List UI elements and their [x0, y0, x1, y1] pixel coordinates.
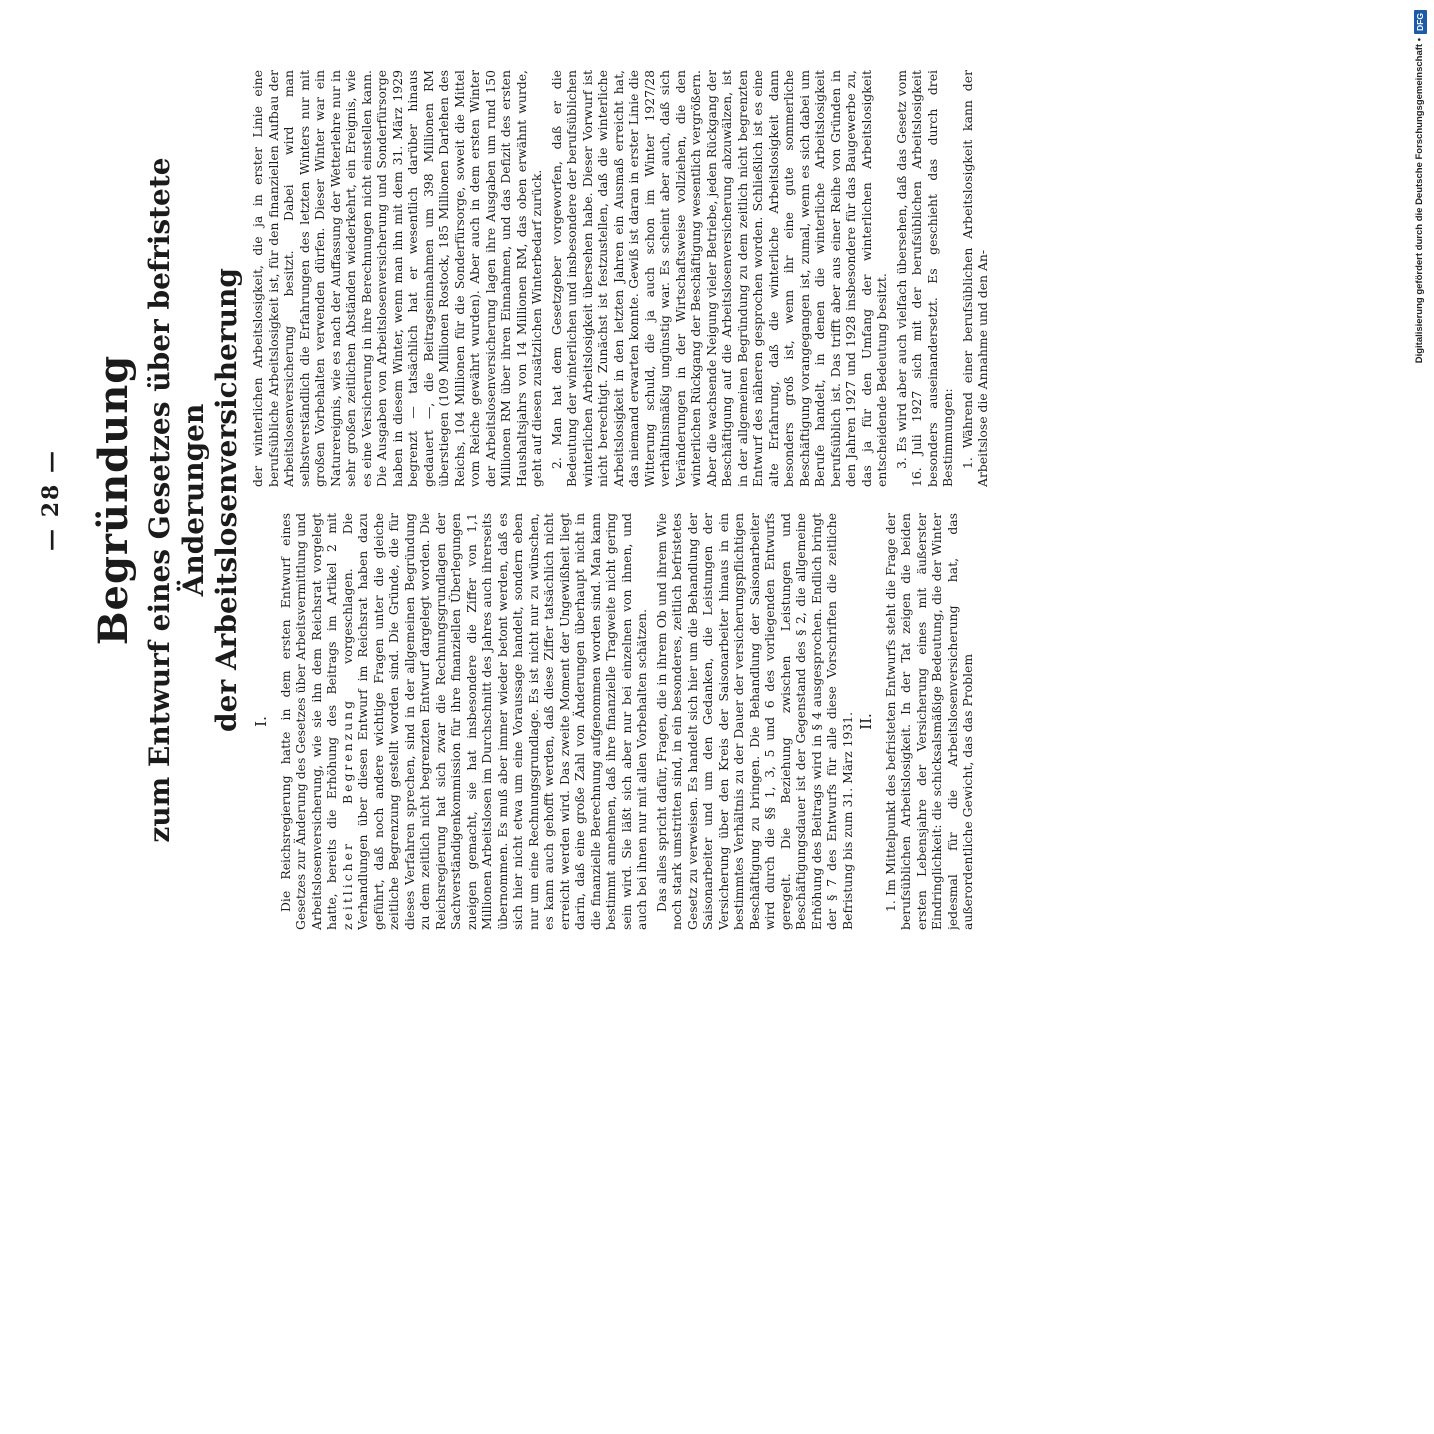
paragraph-1	[278, 513, 650, 930]
section-heading-1: I.	[252, 716, 270, 727]
document-title: Begründung	[90, 354, 137, 646]
digitization-note	[1412, 10, 1430, 390]
paragraph-3: 1. Im Mittelpunkt des befristeten Entwurfs steht die Frage der berufsüblichen Arbeitslosigkeit. In der Tat zeigen die beiden ersten Lebensjahre der Versicherung eines mit äußerster Eindringlichkeit: die schicksalsmäßige Bedeutung, die der Winter jedesmal für die Arbeitslosenversicherung hat, das außerordentliche Gewicht, das das Problem	[882, 513, 975, 930]
document-subtitle-line2: der Arbeitslosenversicherung	[210, 268, 244, 732]
paragraph-6: 3. Es wird aber auch vielfach übersehen, daß das Gesetz vom 16. Juli 1927 sich mit der berufsüblichen Arbeitslosigkeit besonders auseinandersetzt. Es geschieht das durch drei Bestimmungen:	[893, 70, 955, 487]
left-column	[250, 513, 1330, 930]
text-columns	[250, 70, 1330, 930]
page-number: — 28 —	[38, 449, 64, 551]
section-heading-2: II.	[857, 713, 875, 730]
page-inner	[38, 70, 1328, 930]
dfg-logo-icon: DFG	[1414, 10, 1427, 34]
right-column	[250, 70, 1330, 487]
paragraph-1-emphasis: zeitlicher Begrenzung	[339, 697, 355, 930]
paragraph-5: 2. Man hat dem Gesetzgeber vorgeworfen, daß er die Bedeutung der winterlichen und insbesondere der berufsüblichen winterlichen Arbeitslosigkeit übersehen habe. Dieser Vorwurf ist nicht berechtigt. Zunächst ist festzustellen, daß die winterliche Arbeitslosigkeit in den letzten Jahren ein Ausmaß erreicht hat, das niemand erwarten konnte. Gewiß ist daran in erster Linie die Witterung schuld, die ja auch schon im Winter 1927/28 verhältnismäßig ungünstig war. Es scheint aber auch, daß sich Veränderungen in der Wirtschaftsweise vollziehen, die den winterlichen Rückgang der Beschäftigung wesentlich vergrößern. Aber die wachsende Neigung vieler Betriebe, jeden Rückgang der Beschäftigung auf die Arbeitslosenversicherung abzuwälzen, ist in der allgemeinen Begründung zu dem zeitlich nicht begrenzten Entwurf des näheren gesprochen worden. Schließlich ist es eine alte Erfahrung, daß die winterliche Arbeitslosigkeit dann besonders groß ist, wenn ihr eine gute sommerliche Beschäftigung vorangegangen ist, zumal, wenn es sich dabei um Berufe handelt, in denen die winterliche Arbeitslosigkeit berufsüblich ist. Das trifft aber aus einer Reihe von Gründen in den Jahren 1927 und 1928 insbesondere für das Baugewerbe zu, das ja für den Umfang der winterlichen Arbeitslosigkeit entscheidende Bedeutung besitzt.	[548, 70, 889, 487]
paragraph-2: Das alles spricht dafür, Fragen, die in ihrem Ob und ihrem Wie noch stark umstritten sind, in ein besonderes, zeitlich befristetes Gesetz zu verweisen. Es handelt sich hier um die Behandlung der Saisonarbeiter und um den Gedanken, die Leistungen der Versicherung über den Kreis der Saisonarbeiter hinaus in ein bestimmtes Verhältnis zu der Dauer der versicherungspflichtigen Beschäftigung zu bringen. Die Behandlung der Saisonarbeiter wird durch die §§ 1, 3, 5 und 6 des vorliegenden Entwurfs geregelt. Die Beziehung zwischen Leistungen und Beschäftigungsdauer ist der Gegenstand des § 2, die allgemeine Erhöhung des Beitrags wird in § 4 ausgesprochen. Endlich bringt der § 7 des Entwurfs für alle diese Vorschriften die zeitliche Befristung bis zum 31. März 1931.	[653, 513, 855, 930]
paragraph-7: 1. Während einer berufsüblichen Arbeitslosigkeit kann der Arbeitslose die Annahme und den An-	[959, 70, 990, 487]
document-subtitle-line1: zum Entwurf eines Gesetzes über befristete Änderungen	[143, 157, 210, 843]
paragraph-4: der winterlichen Arbeitslosigkeit, die ja in erster Linie eine berufsübliche Arbeitslosigkeit ist, für den finanziellen Aufbau der Arbeitslosenversicherung besitzt. Dabei wird man selbstverständlich die Erfahrungen des letzten Winters nur mit großen Vorbehalten verwenden dürfen. Dieser Winter war ein Naturereignis, wie es nach der Auffassung der Wetterlehre nur in sehr großen zeitlichen Abständen wiederkehrt, ein Ereignis, wie es eine Versicherung in ihre Berechnungen nicht einstellen kann. Die Ausgaben von Arbeitslosenversicherung und Sonderfürsorge haben in diesem Winter, wenn man ihn mit dem 31. März 1929 begrenzt — tatsächlich hat er wesentlich darüber hinaus gedauert —, die Beitragseinnahmen um 398 Millionen RM überstiegen (109 Millionen Rostock, 185 Millionen Darlehen des Reichs, 104 Millionen für die Sonderfürsorge, soweit die Mittel vom Reiche gewährt wurden). Aber auch in dem ersten Winter der Arbeitslosenversicherung lagen ihre Ausgaben um rund 150 Millionen RM über ihren Einnahmen, und das Defizit des ersten Haushaltsjahrs von 14 Millionen RM, das oben erwähnt wurde, geht auf diesen zusätzlichen Winterbedarf zurück.	[250, 70, 544, 487]
digitization-note-text: Digitalisierung gefördert durch die Deutsche Forschungsgemeinschaft •	[1414, 37, 1425, 364]
paragraph-1-text: Die Reichsregierung hatte in dem ersten Entwurf eines Gesetzes zur Änderung des Gesetzes über Arbeitsvermittlung und Arbeitslosenversicherung, wie sie ihn dem Reichsrat vorgelegt hatte, bereits die Erhöhung des Beitrags im Artikel 2 mit	[277, 513, 339, 930]
digitization-note-inner	[1412, 10, 1428, 390]
paragraph-1-text-b: vorgeschlagen. Die Verhandlungen über diesen Entwurf im Reichsrat haben dazu geführt, daß noch andere wichtige Fragen unter die gleiche zeitliche Begrenzung gestellt worden sind. Die Gründe, die für dieses Verfahren sprechen, sind in der allgemeinen Begründung zu dem zeitlich nicht begrenzten Entwurf dargelegt worden. Die Reichsregierung hat sich zwar die Rechnungsgrundlagen der Sachverständigenkommission für ihre finanziellen Überlegungen zueigen gemacht, sie hat insbesondere die Ziffer von 1,1 Millionen Arbeitslosen im Durchschnitt des Jahres auch ihrerseits übernommen. Es muß aber immer wieder betont werden, daß es sich hier nicht etwa um eine Voraussage handelt, sondern eben nur um eine Rechnungsgrundlage. Es ist nicht nur zu wünschen, es kann auch gehofft werden, daß diese Ziffer tatsächlich nicht erreicht werden wird. Das zweite Moment der Ungewißheit liegt darin, daß eine große Zahl von Änderungen überhaupt nicht in die finanzielle Berechnung aufgenommen worden sind. Man kann bestimmt annehmen, daß ihre finanzielle Tragweite nicht gering sein wird. Sie läßt sich aber nur bei einzelnen von ihnen, und auch bei ihnen nur mit allen Vorbehalten schätzen.	[339, 513, 649, 930]
